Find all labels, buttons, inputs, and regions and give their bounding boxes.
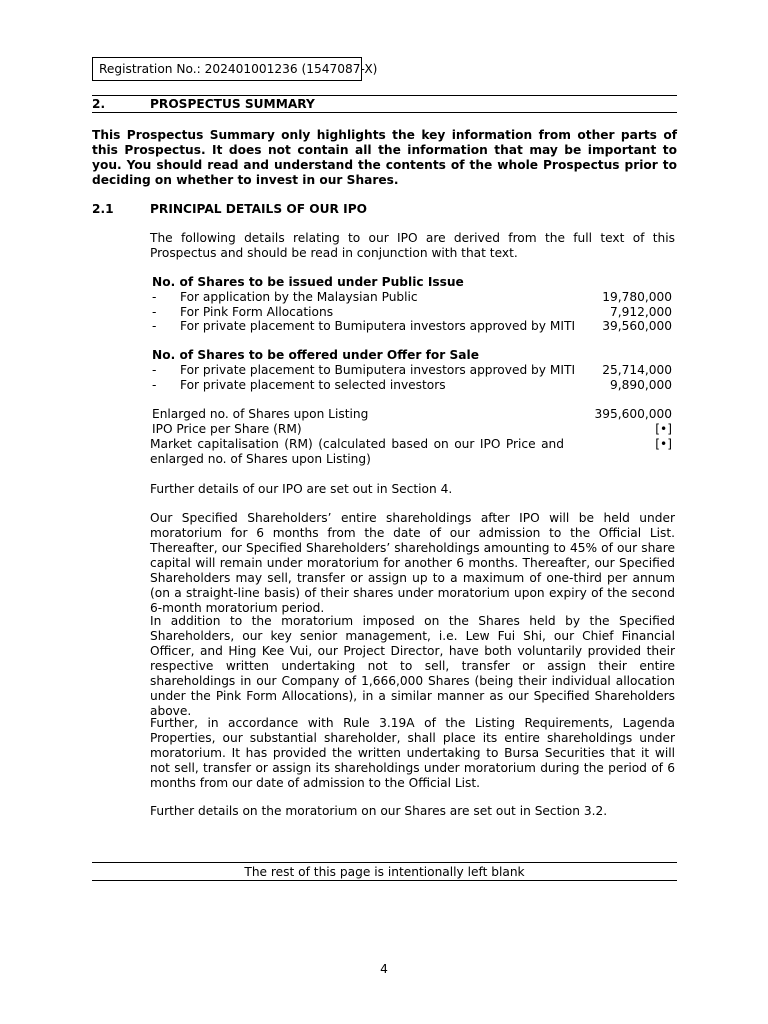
body-paragraph: Our Specified Shareholders’ entire shareholdings after IPO will be held under moratorium for 6 months from the date of our admission to the Official List. Thereafter, our Specified Shareholders’ shareholdings amounting to 45% of our share capital will remain under moratorium for another 6 months. Thereafter, our Specified Shareholders may sell, transfer or assign up to a maximum of one-third per annum (on a straight-line basis) of their shares under moratorium upon expiry of the second 6-month moratorium period.: [150, 511, 675, 615]
section-title: PROSPECTUS SUMMARY: [150, 97, 315, 111]
public-issue-row: [152, 290, 672, 305]
body-paragraph: Further, in accordance with Rule 3.19A of the Listing Requirements, Lagenda Properties, our substantial shareholder, shall place its entire shareholdings under moratorium. It has provided the written undertaking to Bursa Securities that it will not sell, transfer or assign its shareholdings under moratorium during the period of 6 months from our date of admission to the Official List.: [150, 716, 675, 790]
public-issue-heading: [152, 275, 672, 290]
section-rule-bottom: [92, 112, 677, 113]
row-label: For private placement to selected investors: [180, 378, 446, 392]
row-value: 39,560,000: [602, 319, 672, 333]
bullet-dash: -: [152, 290, 157, 304]
body-paragraph: In addition to the moratorium imposed on the Shares held by the Specified Shareholders, our key senior management, i.e. Lew Fui Shi, our Chief Financial Officer, and Hing Kee Vui, our Project Director, have both voluntarily provided their respective written undertaking not to sell, transfer or assign their entire shareholdings in our Company of 1,666,000 Shares (being their individual allocation under the Pink Form Allocations), in a similar manner as our Specified Shareholders above.: [150, 614, 675, 718]
market-cap-value: [•]: [655, 437, 672, 451]
row-label: For Pink Form Allocations: [180, 305, 334, 319]
row-value: 9,890,000: [609, 378, 672, 392]
public-issue-row: [152, 305, 672, 320]
intro-paragraph: This Prospectus Summary only highlights the key information from other parts of this Prospectus. It does not contain all the information that may be important to you. You should read and understand the contents of the whole Prospectus prior to deciding on whether to invest in our Shares.: [92, 128, 677, 187]
bullet-dash: -: [152, 319, 157, 333]
body-paragraph: Further details of our IPO are set out in Section 4.: [150, 482, 453, 496]
body-paragraph: Further details on the moratorium on our Shares are set out in Section 3.2.: [150, 804, 608, 818]
blank-page-note: The rest of this page is intentionally left blank: [244, 865, 525, 879]
row-label: For private placement to Bumiputera investors approved by MITI: [180, 319, 576, 333]
subsection-number: 2.1: [92, 202, 114, 216]
bullet-dash: -: [152, 378, 157, 392]
section-number: 2.: [92, 97, 106, 111]
enlarged-shares-label: Enlarged no. of Shares upon Listing: [152, 407, 369, 421]
offer-for-sale-row: [152, 378, 672, 393]
offer-for-sale-row: [152, 363, 672, 378]
section-rule-top: [92, 95, 677, 96]
row-label: For private placement to Bumiputera investors approved by MITI: [180, 363, 576, 377]
ipo-price-value: [•]: [655, 422, 672, 436]
subsection-title: PRINCIPAL DETAILS OF OUR IPO: [150, 202, 367, 216]
offer-for-sale-heading-text: No. of Shares to be offered under Offer for Sale: [152, 348, 479, 362]
public-issue-row: [152, 319, 672, 334]
public-issue-heading-text: No. of Shares to be issued under Public Issue: [152, 275, 464, 289]
registration-number: Registration No.: 202401001236 (1547087-X): [92, 57, 362, 81]
footer-rule-bottom: [92, 880, 677, 881]
market-cap-label: Market capitalisation (RM) (calculated based on our IPO Price and enlarged no. of Shares upon Listing): [150, 437, 564, 466]
footer-rule-top: [92, 862, 677, 863]
lead-paragraph: The following details relating to our IPO are derived from the full text of this Prospectus and should be read in conjunction with that text.: [150, 231, 675, 260]
enlarged-shares-value: 395,600,000: [594, 407, 672, 421]
enlarged-shares-row: [152, 407, 672, 422]
market-cap-row: [150, 437, 672, 467]
bullet-dash: -: [152, 363, 157, 377]
bullet-dash: -: [152, 305, 157, 319]
row-value: 7,912,000: [609, 305, 672, 319]
page-number: 4: [380, 962, 388, 976]
row-value: 19,780,000: [602, 290, 672, 304]
row-value: 25,714,000: [602, 363, 672, 377]
offer-for-sale-heading: [152, 348, 672, 363]
row-label: For application by the Malaysian Public: [180, 290, 418, 304]
ipo-price-label: IPO Price per Share (RM): [152, 422, 302, 436]
ipo-price-row: [152, 422, 672, 437]
